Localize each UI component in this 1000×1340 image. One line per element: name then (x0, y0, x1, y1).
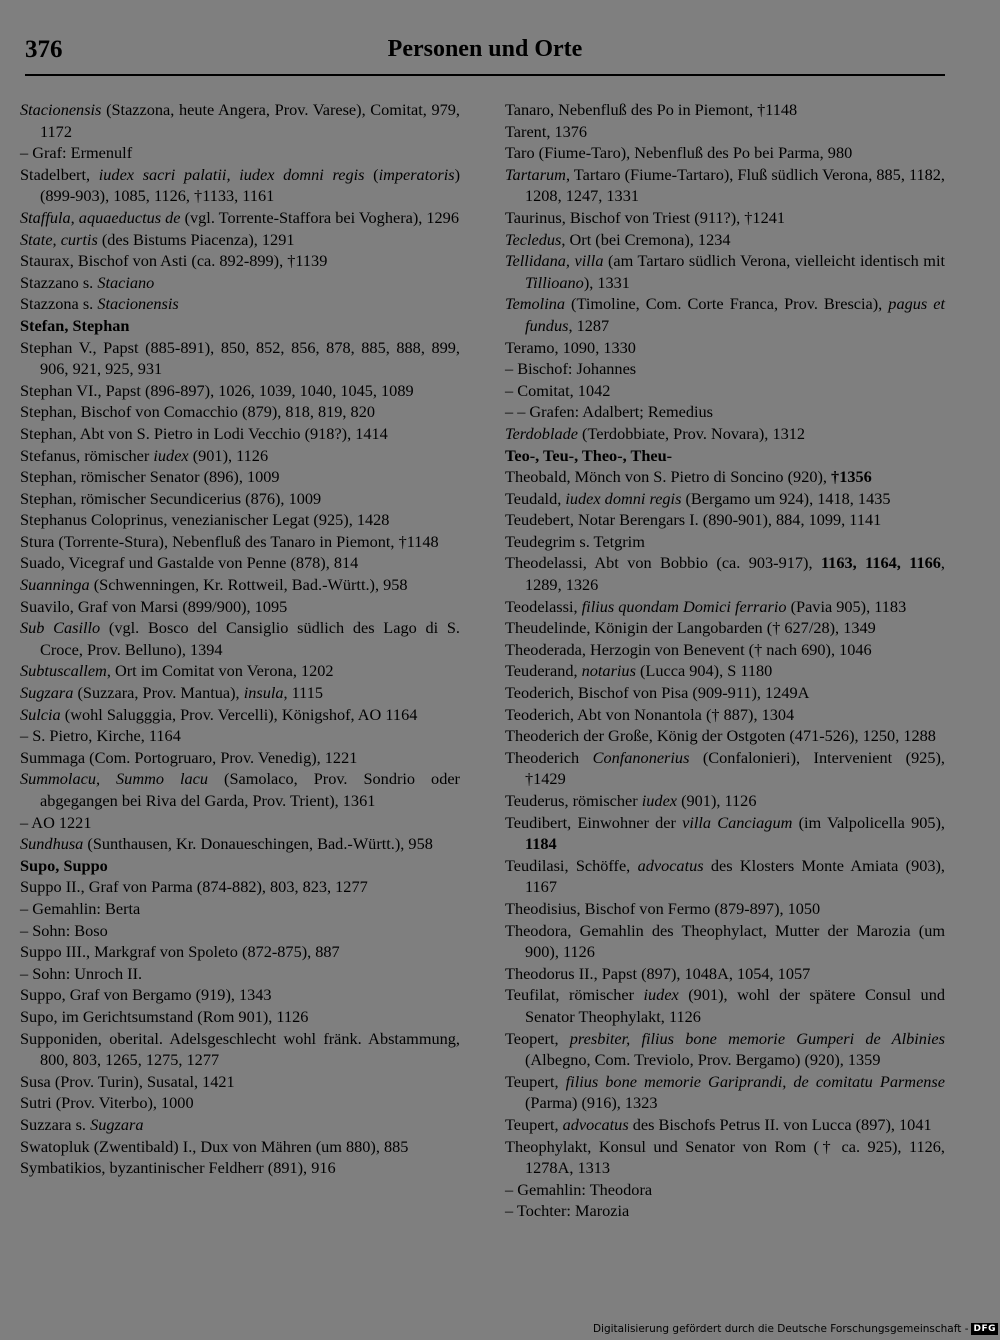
index-entry: Suppo, Graf von Bergamo (919), 1343 (20, 985, 272, 1005)
funding-note: Digitalisierung gefördert durch die Deutsche Forschungsgemeinschaft - (592, 1323, 969, 1335)
page-header (25, 34, 945, 76)
index-entry: Sundhusa (Sunthausen, Kr. Donaueschingen, Bad.-Württ.), 958 (20, 834, 433, 854)
index-entry: Theudelinde, Königin der Langobarden († 627/28), 1349 (505, 618, 876, 638)
index-entry: Taurinus, Bischof von Triest (911?), †1241 (505, 207, 785, 227)
index-entry: Teupert, filius bone memorie Gariprandi, de comitatu Parmense (Parma) (916), 1323 (505, 1071, 945, 1113)
index-entry: Teudilasi, Schöffe, advocatus des Klosters Monte Amiata (903), 1167 (505, 855, 945, 897)
index-entry: Tellidana, villa (am Tartaro südlich Verona, vielleicht identisch mit Tillioano), 1331 (505, 251, 945, 292)
index-entry: Subtuscallem, Ort im Comitat von Verona, 1202 (20, 661, 334, 681)
index-entry: Stefanus, römischer iudex (901), 1126 (20, 445, 269, 465)
footer (593, 1321, 998, 1337)
index-entry: Teopert, presbiter, filius bone memorie Gumperi de Albinies (Albegno, Com. Treviolo, Prov. Bergamo) (920), 1359 (505, 1028, 945, 1070)
index-entry: Theodora, Gemahlin des Theophylact, Mutter der Marozia (um 900), 1126 (505, 920, 945, 962)
index-entry: Theobald, Mönch von S. Pietro di Soncino (920), †1356 (505, 467, 872, 487)
index-entry: Stephan, Bischof von Comacchio (879), 818, 819, 820 (20, 402, 375, 422)
index-entry: Stephan, römischer Senator (896), 1009 (20, 467, 280, 487)
index-entry: – – Grafen: Adalbert; Remedius (505, 402, 713, 422)
index-entry: Teuderus, römischer iudex (901), 1126 (505, 791, 757, 810)
index-entry: Teramo, 1090, 1330 (505, 337, 636, 357)
index-entry: – Sohn: Unroch II. (20, 963, 143, 983)
index-entry: Terdoblade (Terdobbiate, Prov. Novara), 1312 (505, 423, 806, 443)
index-entry: Suado, Vicegraf und Gastalde von Penne (878), 814 (20, 553, 359, 573)
index-entry: Tecledus, Ort (bei Cremona), 1234 (505, 229, 731, 249)
index-entry: Theoderich der Große, König der Ostgoten (471-526), 1250, 1288 (505, 726, 936, 746)
dfg-logo: DFG (973, 1324, 996, 1334)
index-letter-heading: Supo, Suppo (20, 855, 108, 875)
index-column-left (20, 99, 460, 1179)
index-entry: Theoderada, Herzogin von Benevent († nach 690), 1046 (505, 639, 872, 659)
index-entry: Theodisius, Bischof von Fermo (879-897), 1050 (505, 898, 821, 918)
index-entry: Tarent, 1376 (505, 121, 588, 141)
index-entry: Suzzara s. Sugzara (20, 1114, 144, 1134)
index-letter-heading: Teo-, Teu-, Theo-, Theu- (505, 445, 673, 465)
index-entry: Teoderich, Abt von Nonantola († 887), 1304 (505, 704, 795, 724)
index-entry: Teudibert, Einwohner der villa Canciagum (im Valpolicella 905), 1184 (505, 812, 945, 854)
index-entry: – Gemahlin: Berta (20, 898, 141, 918)
index-entry: Tanaro, Nebenfluß des Po in Piemont, †1148 (505, 100, 798, 119)
page-number: 376 (25, 36, 63, 63)
index-entry: Temolina (Timoline, Com. Corte Franca, Prov. Brescia), pagus et fundus, 1287 (505, 294, 945, 335)
index-entry: Sutri (Prov. Viterbo), 1000 (20, 1093, 194, 1113)
index-entry: Staffula, aquaeductus de (vgl. Torrente-Staffora bei Voghera), 1296 (20, 207, 459, 227)
index-entry: Stephan, römischer Secundicerius (876), 1009 (20, 488, 322, 508)
index-entry: Stazzona s. Stacionensis (20, 294, 179, 314)
index-entry: Teudegrim s. Tetgrim (505, 531, 645, 551)
index-entry: – Sohn: Boso (20, 920, 108, 940)
index-entry: Swatopluk (Zwentibald) I., Dux von Mähren (um 880), 885 (20, 1136, 409, 1156)
index-entry: Suanninga (Schwenningen, Kr. Rottweil, Bad.-Württ.), 958 (20, 575, 408, 595)
index-entry: – Bischof: Johannes (505, 359, 637, 379)
index-column-right (505, 99, 945, 1222)
index-entry: Theodelassi, Abt von Bobbio (ca. 903-917), 1163, 1164, 1166, 1289, 1326 (505, 553, 945, 595)
index-entry: Suppo III., Markgraf von Spoleto (872-875), 887 (20, 942, 340, 962)
index-entry: Sub Casillo (vgl. Bosco del Cansiglio südlich des Lago di S. Croce, Prov. Belluno), 1394 (20, 618, 460, 659)
index-entry: – AO 1221 (20, 812, 92, 832)
index-entry: Supo, im Gerichtsumstand (Rom 901), 1126 (20, 1006, 309, 1026)
index-entry: Teodelassi, filius quondam Domici ferrario (Pavia 905), 1183 (505, 596, 907, 616)
index-entry: Stura (Torrente-Stura), Nebenfluß des Tanaro in Piemont, †1148 (20, 531, 439, 551)
index-entry: Teufilat, römischer iudex (901), wohl der spätere Consul und Senator Theophylakt, 1126 (505, 985, 945, 1026)
index-entry: Stephanus Coloprinus, venezianischer Legat (925), 1428 (20, 510, 390, 530)
index-entry: – Gemahlin: Theodora (505, 1179, 653, 1199)
index-entry: Symbatikios, byzantinischer Feldherr (891), 916 (20, 1158, 336, 1178)
index-entry: Teudebert, Notar Berengars I. (890-901), 884, 1099, 1141 (505, 510, 882, 530)
index-entry: Taro (Fiume-Taro), Nebenfluß des Po bei Parma, 980 (505, 143, 853, 163)
index-entry: Stephan, Abt von S. Pietro in Lodi Vecchio (918?), 1414 (20, 423, 388, 443)
index-entry: Sulcia (wohl Salugggia, Prov. Vercelli), Königshof, AO 1164 (20, 704, 418, 724)
index-entry: Teupert, advocatus des Bischofs Petrus II. von Lucca (897), 1041 (505, 1114, 932, 1134)
index-entry: – S. Pietro, Kirche, 1164 (20, 726, 181, 746)
index-entry: – Comitat, 1042 (505, 380, 611, 400)
index-entry: Stephan V., Papst (885-891), 850, 852, 856, 878, 885, 888, 899, 906, 921, 925, 931 (20, 337, 460, 379)
index-entry: Suppo II., Graf von Parma (874-882), 803, 823, 1277 (20, 877, 368, 897)
index-entry: Theophylakt, Konsul und Senator von Rom († ca. 925), 1126, 1278A, 1313 (505, 1136, 945, 1178)
index-entry: Suavilo, Graf von Marsi (899/900), 1095 (20, 596, 288, 616)
index-entry: Summaga (Com. Portogruaro, Prov. Venedig), 1221 (20, 747, 358, 767)
index-entry: Stazzano s. Staciano (20, 272, 155, 292)
index-entry: Staurax, Bischof von Asti (ca. 892-899), †1139 (20, 251, 328, 271)
index-entry: Stephan VI., Papst (896-897), 1026, 1039, 1040, 1045, 1089 (20, 380, 414, 400)
index-entry: Stacionensis (Stazzona, heute Angera, Prov. Varese), Comitat, 979, 1172 (20, 100, 460, 141)
index-letter-heading: Stefan, Stephan (20, 315, 130, 335)
index-entry: Susa (Prov. Turin), Susatal, 1421 (20, 1071, 235, 1091)
index-entry: – Tochter: Marozia (505, 1201, 630, 1221)
index-entry: Teuderand, notarius (Lucca 904), S 1180 (505, 661, 773, 681)
index-entry: Theoderich Confanonerius (Confalonieri), Intervenient (925), †1429 (505, 747, 946, 789)
index-entry: Supponiden, oberital. Adelsgeschlecht wohl fränk. Abstammung, 800, 803, 1265, 1275, 1277 (20, 1028, 460, 1070)
index-entry: Stadelbert, iudex sacri palatii, iudex domni regis (imperatoris) (899-903), 1085, 1126, †1133, 1161 (20, 164, 460, 206)
index-entry: State, curtis (des Bistums Piacenza), 1291 (20, 229, 295, 249)
index-entry: Teudald, iudex domni regis (Bergamo um 924), 1418, 1435 (505, 488, 891, 508)
index-entry: Theodorus II., Papst (897), 1048A, 1054, 1057 (505, 963, 811, 983)
index-entry: Tartarum, Tartaro (Fiume-Tartaro), Fluß südlich Verona, 885, 1182, 1208, 1247, 1331 (505, 164, 945, 206)
running-title: Personen und Orte (387, 36, 583, 62)
index-entry: – Graf: Ermenulf (20, 143, 133, 163)
index-entry: Teoderich, Bischof von Pisa (909-911), 1249A (505, 683, 810, 703)
index-entry: Sugzara (Suzzara, Prov. Mantua), insula, 1115 (20, 683, 323, 703)
index-entry: Summolacu, Summo lacu (Samolaco, Prov. Sondrio oder abgegangen bei Riva del Garda, Prov. Trient), 1361 (20, 769, 460, 810)
